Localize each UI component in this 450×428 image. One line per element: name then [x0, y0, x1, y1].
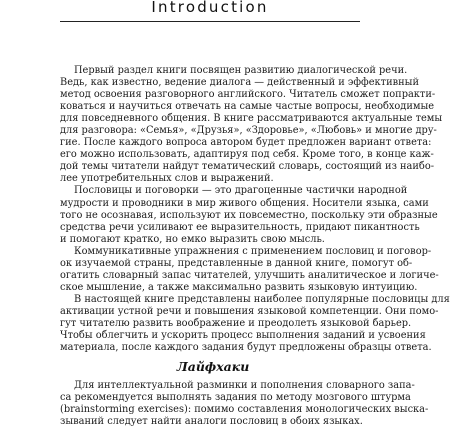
- paragraph-lifehacks: [60, 380, 429, 428]
- running-title: Introduction: [151, 0, 269, 16]
- text-line: мудрости и проводники в мир живого общения. Носители языка, сами: [60, 197, 429, 209]
- text-line: Коммуникативные упражнения с применением пословиц и поговор-: [74, 245, 432, 257]
- text-line: гут читателю развить воображение и преодолеть языковой барьер.: [60, 317, 412, 329]
- paragraph-proverbs: [60, 185, 438, 245]
- text-line: для повседневного общения. В книге рассматриваются актуальные темы: [60, 113, 443, 125]
- text-line: Для интеллектуальной разминки и пополнения словарного запа-: [74, 380, 415, 392]
- text-line: лее употребительных слов и выражений.: [60, 173, 274, 185]
- text-line: Первый раздел книги посвящен развитию диалогической речи.: [74, 65, 408, 76]
- text-line: материала, после каждого задания будут предложены образцы ответа.: [60, 342, 432, 354]
- paragraph-dialogue: [60, 65, 443, 185]
- text-line: средства речи усиливают ее выразительность, придают пикантность: [60, 221, 420, 233]
- text-line: Чтобы облегчить и ускорить процесс выполнения заданий и усвоения: [60, 330, 426, 342]
- page-header: [0, 0, 420, 20]
- text-line: В настоящей книге представлены наиболее популярные пословицы для: [74, 293, 450, 305]
- paragraph-exercises: [60, 245, 450, 354]
- text-line: его можно использовать, адаптируя под себя. Кроме того, в конце каж-: [60, 149, 434, 161]
- text-line: Ведь, как известно, ведение диалога — действенный и эффективный: [60, 77, 419, 89]
- text-line: и помогают кратко, но емко выразить свою мысль.: [60, 233, 325, 245]
- text-line: активации устной речи и повышения языковой компетенции. Они помо-: [60, 305, 439, 317]
- text-line: того не осознавая, используют их повсеместно, поскольку эти образные: [60, 209, 438, 221]
- text-line: зываний следует найти аналоги пословиц в обоих языках.: [60, 416, 363, 428]
- text-line: Пословицы и поговорки — это драгоценные частички народной: [74, 185, 408, 197]
- text-line: коваться и научиться отвечать на самые частые вопросы, необходимые: [60, 101, 435, 113]
- header-rule: [60, 21, 360, 22]
- text-line: са рекомендуется выполнять задания по методу мозгового штурма: [60, 392, 411, 404]
- text-line: гие. После каждого вопроса автором будет предложен вариант ответа:: [60, 137, 432, 149]
- text-line: метод освоения разговорного английского. Читатель сможет попракти-: [60, 89, 436, 101]
- text-line: ок изучаемой страны, представленные в данной книге, помогут об-: [60, 257, 413, 269]
- section-title-lifehacks: Лайфхаки: [176, 359, 250, 375]
- text-line: ское мышление, а также максимально развить языковую интуицию.: [60, 281, 418, 293]
- page-body: [60, 65, 450, 428]
- text-line: огатить словарный запас читателей, улучшить аналитическое и логиче-: [60, 269, 439, 281]
- text-line: (brainstorming exercises): помимо составления монологических выска-: [60, 404, 429, 416]
- text-line: дой темы читатели найдут тематический словарь, состоящий из наибо-: [60, 161, 435, 173]
- text-line: для разговора: «Семья», «Друзья», «Здоровье», «Любовь» и многие дру-: [60, 125, 437, 137]
